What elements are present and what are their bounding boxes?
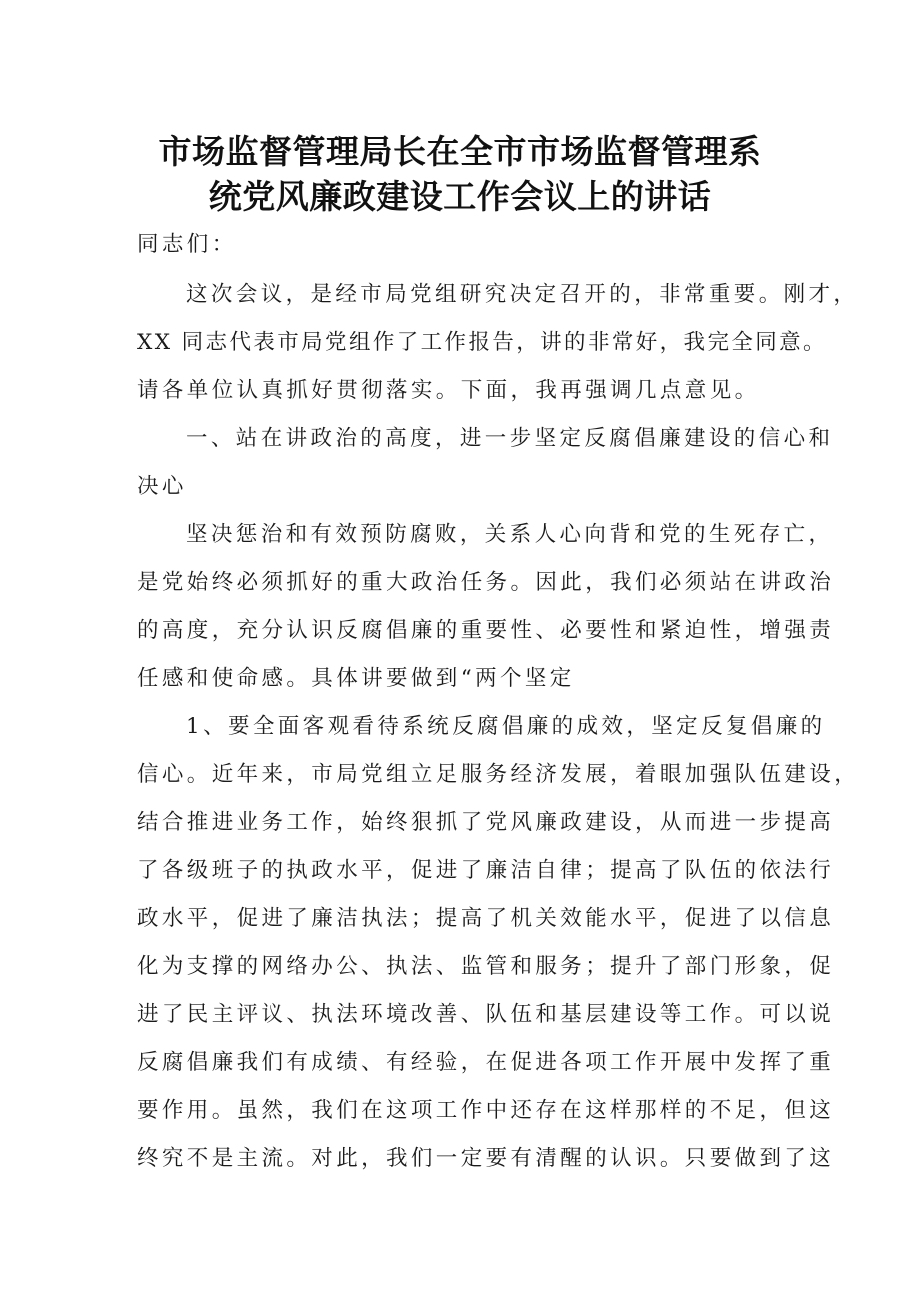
body-line: 请各单位认真抓好贯彻落实。下面，我再强调几点意见。 (137, 378, 760, 403)
body-line: 政水平，促进了廉洁执法；提高了机关效能水平，促进了以信息 (137, 906, 835, 931)
body-line: 进了民主评议、执法环境改善、队伍和基层建设等工作。可以说 (137, 1002, 835, 1027)
body-line: 结合推进业务工作，始终狠抓了党风廉政建设，从而进一步提高 (137, 810, 835, 835)
body-line: 了各级班子的执政水平，促进了廉洁自律；提高了队伍的依法行 (137, 858, 835, 883)
body-line: XX 同志代表市局党组作了工作报告，讲的非常好，我完全同意。 (137, 330, 827, 355)
body-line: 任感和使命感。具体讲要做到“两个坚定 (137, 666, 575, 691)
salutation: 同志们： (137, 232, 237, 257)
body-line: 反腐倡廉我们有成绩、有经验，在促进各项工作开展中发挥了重 (137, 1050, 835, 1075)
body-line: 1、要全面客观看待系统反腐倡廉的成效，坚定反复倡廉的 (186, 714, 826, 739)
body-line: 坚决惩治和有效预防腐败，关系人心向背和党的生死存亡， (186, 522, 834, 547)
body-line: 终究不是主流。对此，我们一定要有清醒的认识。只要做到了这 (137, 1146, 835, 1171)
body-line: 是党始终必须抓好的重大政治任务。因此，我们必须站在讲政治 (137, 570, 835, 595)
body-line: 这次会议，是经市局党组研究决定召开的，非常重要。刚才， (186, 282, 859, 307)
body-line: 要作用。虽然，我们在这项工作中还存在这样那样的不足，但这 (137, 1098, 835, 1123)
document-title-line-2: 统党风廉政建设工作会议上的讲话 (208, 177, 712, 216)
document-title-line-1: 市场监督管理局长在全市市场监督管理系 (158, 132, 762, 171)
section-heading: 一、站在讲政治的高度，进一步坚定反腐倡廉建设的信心和 (186, 426, 834, 451)
section-heading: 决心 (137, 474, 187, 499)
body-line: 化为支撑的网络办公、执法、监管和服务；提升了部门形象，促 (137, 954, 835, 979)
body-line: 的高度，充分认识反腐倡廉的重要性、必要性和紧迫性，增强责 (137, 618, 835, 643)
body-line: 信心。近年来，市局党组立足服务经济发展，着眼加强队伍建设， (137, 762, 860, 787)
